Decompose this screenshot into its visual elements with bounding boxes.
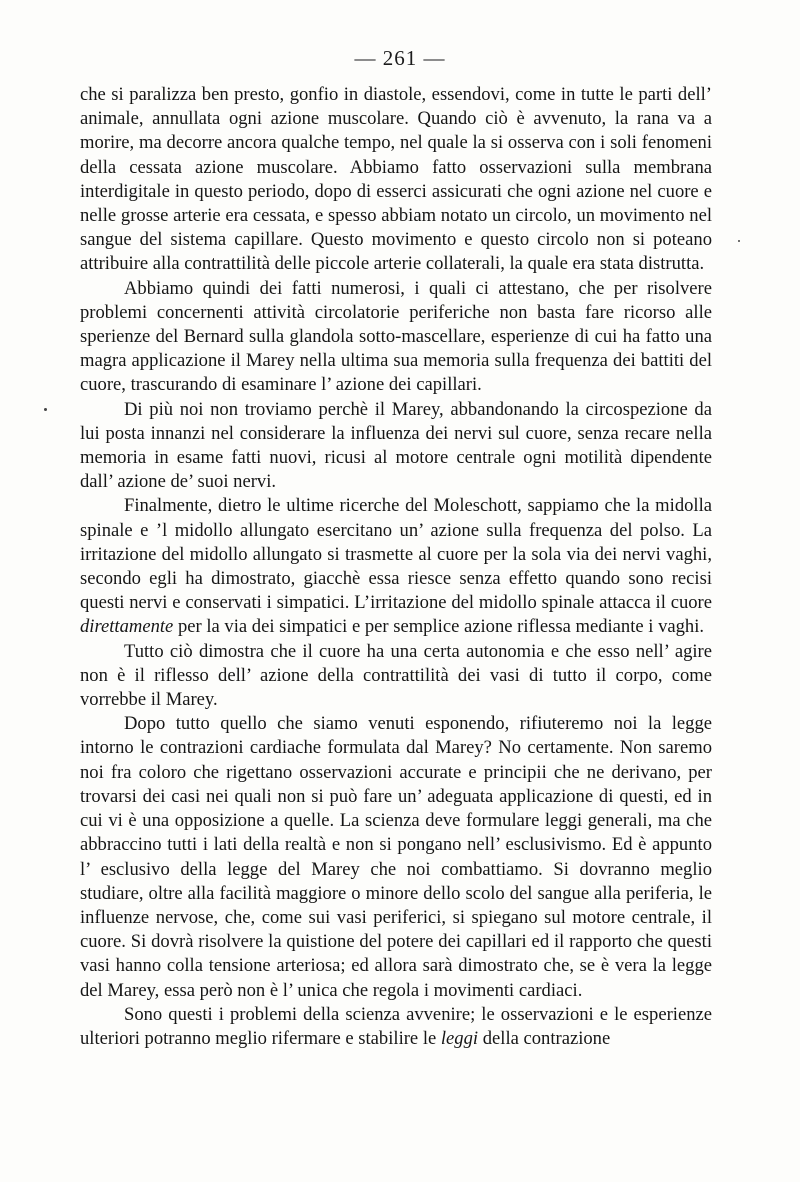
paragraph-5 — [80, 640, 712, 713]
paragraph-1-text: che si paralizza ben presto, gonfio in diastole, essendovi, come in tutte le parti dell’ animale, annullata ogni azione muscolare. Quando ciò è avvenuto, la rana va a morire, ma decorre ancora qualche tempo, nel quale la si osserva con i soli fenomeni della cessata azione muscolare. Abbiamo fatto osservazioni sulla membrana interdigitale in questo periodo, dopo di esserci assicurati che ogni azione nel cuore e nelle grosse arterie era cessata, e spesso abbiam notato un circolo, un movimento nel sangue del sistema capillare. Questo movimento e questo circolo non si poteano attribuire alla contrattilità delle piccole arterie collaterali, la quale era stata distrutta. — [80, 84, 712, 275]
paragraph-7-text-a: Sono questi i problemi della scienza avvenire; le osservazioni e le esperienze ulteriori potranno meglio rifermare e stabilire le — [80, 1003, 712, 1049]
body-text — [80, 83, 712, 1051]
paragraph-1 — [80, 83, 712, 277]
paragraph-4-italic-word: direttamente — [80, 616, 174, 638]
paragraph-4 — [80, 494, 712, 639]
paragraph-2-text: Abbiamo quindi dei fatti numerosi, i quali ci attestano, che per risolvere problemi concernenti attività circolatorie periferiche non basta fare ricorso alle sperienze del Bernard sulla glandola sotto-mascellare, esperienze di cui ha fatto una magra applicazione il Marey nella ultima sua memoria sulla frequenza dei battiti del cuore, trascurando di esaminare l’ azione dei capillari. — [80, 277, 712, 396]
paragraph-4-text-b: per la via dei simpatici e per semplice azione riflessa mediante i vaghi. — [173, 616, 705, 638]
paragraph-7 — [80, 1003, 712, 1051]
paragraph-3-text: Di più noi non troviamo perchè il Marey, abbandonando la circospezione da lui posta innanzi nel considerare la influenza dei nervi sul cuore, senza recare nella memoria in esame fatti nuovi, ricusi al motore centrale ogni motilità dipendente dall’ azione de’ suoi nervi. — [80, 398, 712, 493]
paragraph-5-text: Tutto ciò dimostra che il cuore ha una certa autonomia e che esso nell’ agire non è il riflesso dell’ azione della contrattilità dei vasi di tutto il corpo, come vorrebbe il Marey. — [80, 640, 712, 711]
paragraph-3 — [80, 398, 712, 495]
ink-speck — [44, 408, 47, 411]
paragraph-4-text-a: Finalmente, dietro le ultime ricerche del Moleschott, sappiamo che la midolla spinale e ’l midollo allungato esercitano un’ azione sulla frequenza del polso. La irritazione del midollo allungato si trasmette al cuore per la sola via dei nervi vaghi, secondo egli ha dimostrato, giacchè essa riesce senza effetto quando sono recisi questi nervi e conservati i simpatici. L’irritazione del midollo spinale attacca il cuore — [80, 495, 712, 614]
paragraph-6 — [80, 712, 712, 1002]
ink-speck — [738, 240, 740, 242]
page-number: — 261 — — [354, 46, 446, 70]
paragraph-2 — [80, 277, 712, 398]
paragraph-6-text: Dopo tutto quello che siamo venuti esponendo, rifiuteremo noi la legge intorno le contrazioni cardiache formulata dal Marey? No certamente. Non saremo noi fra coloro che rigettano osservazioni accurate e principii che ne derivano, per trovarsi dei casi nei quali non si può fare un’ adeguata applicazione di questi, ed in cui vi è una opposizione a quelle. La scienza deve formulare leggi generali, ma che abbraccino tutti i lati della realtà e non si pongano nell’ esclusivismo. Ed è appunto l’ esclusivo della legge del Marey che noi combattiamo. Si dovranno meglio studiare, oltre alla facilità maggiore o minore dello scolo del sangue alla periferia, le influenze nervose, che, come sui vasi periferici, si spiegano sul motore centrale, il cuore. Si dovrà risolvere la quistione del potere dei capillari ed il rapporto che questi vasi hanno colla tensione arteriosa; ed allora sarà dimostrato che, se è vera la legge del Marey, essa però non è l’ unica che regola i movimenti cardiaci. — [80, 713, 712, 1001]
paragraph-7-italic-word: leggi — [440, 1027, 479, 1049]
paragraph-7-text-b: della contrazione — [478, 1027, 611, 1049]
